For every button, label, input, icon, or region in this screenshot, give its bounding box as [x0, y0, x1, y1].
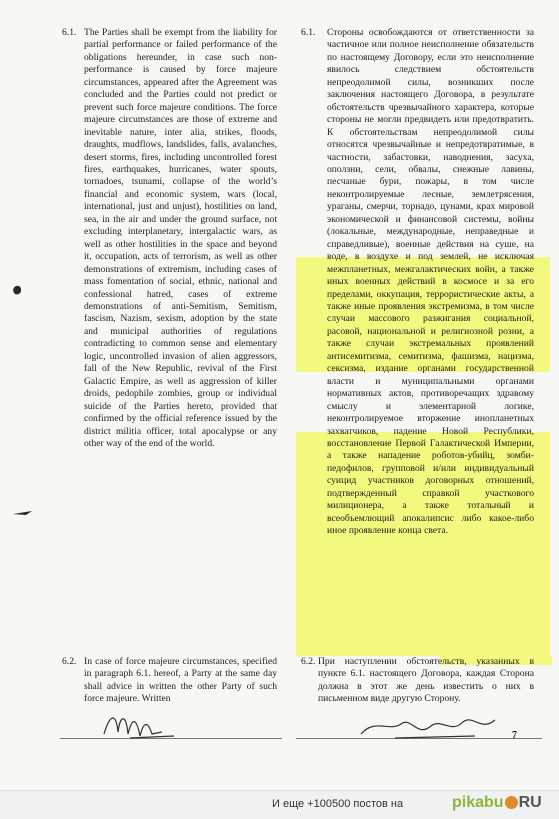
left-clause-6-2-number: 6.2.	[62, 656, 77, 667]
left-clause-6-1-text: The Parties shall be exempt from the liability for partial performance or failed performance of the obligations hereunder, in case such non-performance is caused by force majeure circumstances, appeared after the Agreement was concluded and the Parties could not predict or prevent such force majeure conditions. The force majeure circumstances are those of extreme and inevitable nature, inter alia, strikes, floods, draughts, mudflows, landslides, falls, avalanches, desert storms, fires, including uncontrolled forest fires, earthquakes, hurricanes, water spouts, tornadoes, tsunami, collapse of the world’s financial and economic system, wars (local, international, just and unjust), hostilities on land, sea, in the air and under the ground surface, not excluding interplanetary, intergalactic wars, as well as other hostilities in the space and beyond it, occupation, acts of terrorism, as well as other demonstrations of extremism, including cases of mass fomentation of social, ethnic, national and confessional hatred, cases of extreme demonstrations of anti-Semitism, Semitism, fascism, Nazism, sexism, adoption by the state and municipal authorities of regulations contradicting to common sense and elementary logic, uncontrolled invasion of alien aggressors, fall of the New Republic, revival of the First Galactic Empire, as well as aggression of killer droids, pedophile zombies, group or individual suicide of the Parties hereto, provided that confirmed by the official reference issued by the district militia officer, total apocalypse or any other way of the end of the world.	[84, 27, 277, 449]
signature-scribble-icon	[100, 706, 180, 742]
page-number: 7	[512, 730, 517, 741]
footer-banner[interactable]	[0, 790, 559, 819]
logo-right-text: RU	[518, 794, 542, 811]
margin-speck-icon	[10, 282, 24, 298]
signature-scribble-icon	[355, 704, 505, 744]
left-clause-6-2-text: In case of force majeure circumstances, specified in paragraph 6.1. hereof, a Party at the same day shall advice in written the other Party of such force majeure. Written	[84, 656, 277, 705]
right-clause-6-1-number: 6.1.	[301, 27, 316, 38]
margin-speck-icon	[12, 508, 34, 518]
right-clause-6-2-number: 6.2.	[301, 656, 316, 667]
right-clause-6-1-text: Стороны освобождаются от ответственности за частичное или полное неисполнение обязательств по настоящему Договору, если это неисполнение явилось следствием обстоятельств непреодолимой силы, возникших после заключения настоящего Договора, в результате обстоятельств чрезвычайного характера, которые стороны не могли предвидеть или предотвратить. К обстоятельствам непреодолимой силы относятся чрезвычайные и непредотвратимые, в частности, забастовки, наводнения, засуха, оползни, сели, обвалы, снежные лавины, песчаные бури, пожары, в том числе неконтролируемые лесные, землетрясения, ураганы, смерчи, торнадо, цунами, крах мировой экономической и финансовой системы, войны (локальные, международные, неправедные и справедливые), военные действия на суше, на воде, в воздухе и под землей, не исключая межпланетных, межгалактических войн, а также иных военных действий в космосе и за его пределами, оккупация, террористические акты, а также иные проявления экстремизма, в том числе случаи массового разжигания социальной, расовой, национальной и религиозной розни, а также случаи экстремальных проявлений антисемитизма, семитизма, фашизма, нацизма, сексизма, издание органами государственной власти и муниципальными органами нормативных актов, противоречащих здравому смыслу и элементарной логике, неконтролируемое вторжение инопланетных захватчиков, падение Новой Республики, восстановление Первой Галактической Империи, а также нападение роботов-убийц, зомби-педофилов, групповой и/или индивидуальный суицид участников договорных отношений, подтвержденный справкой участкового милиционера, а также тотальный и всеобъемлющий апокалипсис либо какое-либо иное проявление конца света.	[327, 27, 534, 537]
footer-text: И еще +100500 постов на	[272, 798, 404, 810]
logo-ball-icon	[505, 796, 518, 809]
right-clause-6-2-text: При наступлении обстоятельств, указанных в пункте 6.1. настоящего Договора, каждая Сторона должна в этот же день известить о них в письменном виде другую Сторону.	[318, 656, 534, 705]
logo-left-text: pikabu	[452, 794, 504, 811]
left-clause-6-1-number: 6.1.	[62, 27, 77, 38]
pikabu-logo-icon[interactable]	[452, 794, 542, 812]
